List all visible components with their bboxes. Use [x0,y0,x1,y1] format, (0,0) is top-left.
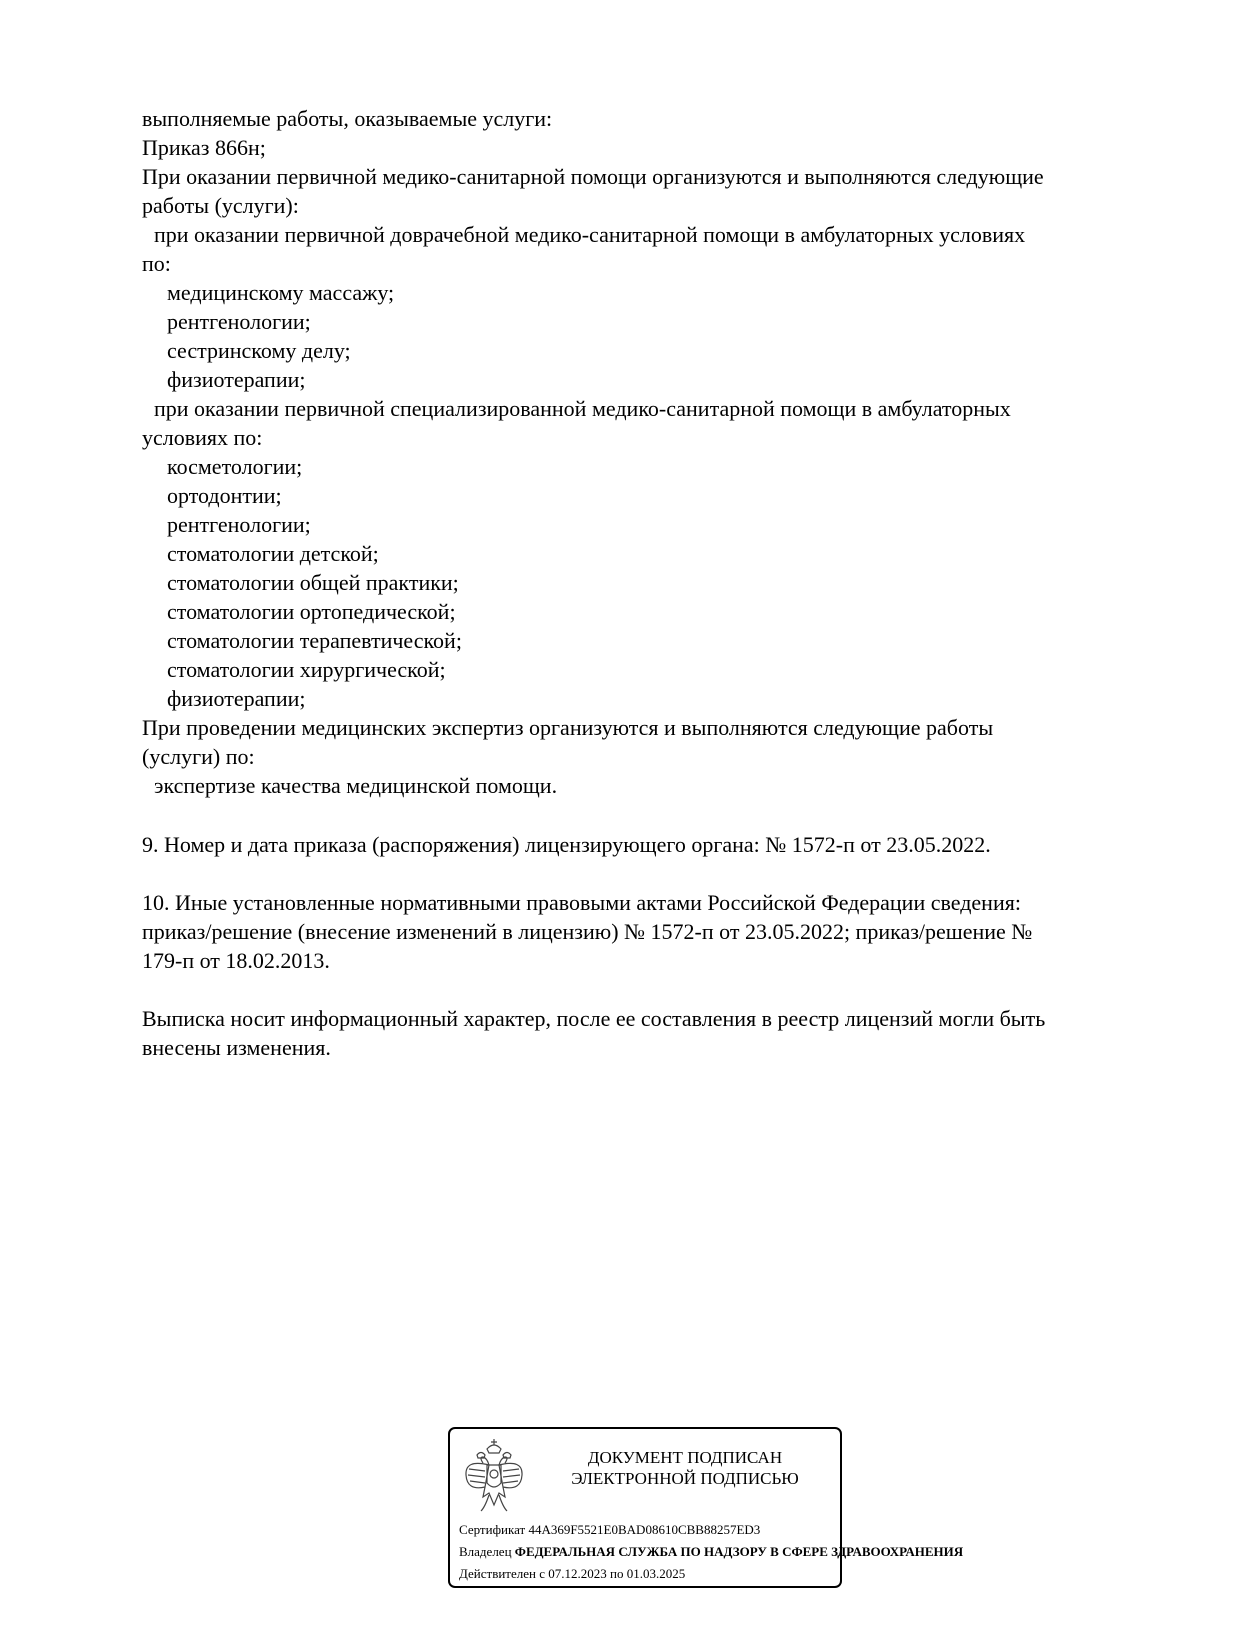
text-line: (услуги) по: [142,744,255,769]
signature-stamp [448,1427,964,1588]
list-item: физиотерапии; [167,686,306,711]
stamp-title: ДОКУМЕНТ ПОДПИСАН [587,1448,783,1467]
text-line: 179-п от 18.02.2013. [142,948,330,973]
text-line: работы (услуги): [142,193,299,218]
list-item: рентгенологии; [167,512,311,537]
list-item: стоматологии ортопедической; [167,599,456,624]
certificate-value: 44A369F5521E0BAD08610CBB88257ED3 [528,1522,761,1537]
list-item: ортодонтии; [167,483,282,508]
text-line: Приказ 866н; [142,135,266,160]
text-line: при оказании первичной специализированной медико-санитарной помощи в амбулаторных [154,396,1011,421]
owner-label: Владелец [459,1544,512,1559]
text-line: условиях по: [142,425,263,450]
section-10: 10. Иные установленные нормативными правовыми актами Российской Федерации сведения: [142,890,1021,915]
owner-value: ФЕДЕРАЛЬНАЯ СЛУЖБА ПО НАДЗОРУ В СФЕРЕ ЗДРАВООХРАНЕНИЯ [514,1544,964,1559]
section-9: 9. Номер и дата приказа (распоряжения) лицензирующего органа: № 1572-п от 23.05.2022. [142,832,991,857]
text-line: выполняемые работы, оказываемые услуги: [142,106,553,131]
certificate-label: Сертификат [459,1522,526,1537]
certificate-line [459,1522,760,1538]
list-item: косметологии; [167,454,303,479]
owner-line [459,1544,963,1560]
list-item: стоматологии детской; [167,541,379,566]
list-item: стоматологии общей практики; [167,570,459,595]
list-item: стоматологии хирургической; [167,657,446,682]
list-item: физиотерапии; [167,367,306,392]
list-item: медицинскому массажу; [167,280,395,305]
list-item: стоматологии терапевтической; [167,628,462,653]
text-line: При оказании первичной медико-санитарной помощи организуются и выполняются следующие [142,164,1044,189]
text-line: При проведении медицинских экспертиз организуются и выполняются следующие работы [142,715,994,740]
disclaimer: внесены изменения. [142,1035,331,1060]
list-item: экспертизе качества медицинской помощи. [154,773,558,798]
list-item: рентгенологии; [167,309,311,334]
list-item: сестринскому делу; [167,338,351,363]
disclaimer: Выписка носит информационный характер, после ее составления в реестр лицензий могли быть [142,1006,1046,1031]
russian-coat-of-arms-icon [463,1435,525,1517]
text-line: при оказании первичной доврачебной медико-санитарной помощи в амбулаторных условиях [154,222,1026,247]
text-line: по: [142,251,171,276]
text-line: приказ/решение (внесение изменений в лицензию) № 1572-п от 23.05.2022; приказ/решение № [142,919,1033,944]
stamp-title: ЭЛЕКТРОННОЙ ПОДПИСЬЮ [571,1469,799,1488]
validity-line: Действителен с 07.12.2023 по 01.03.2025 [459,1566,686,1581]
